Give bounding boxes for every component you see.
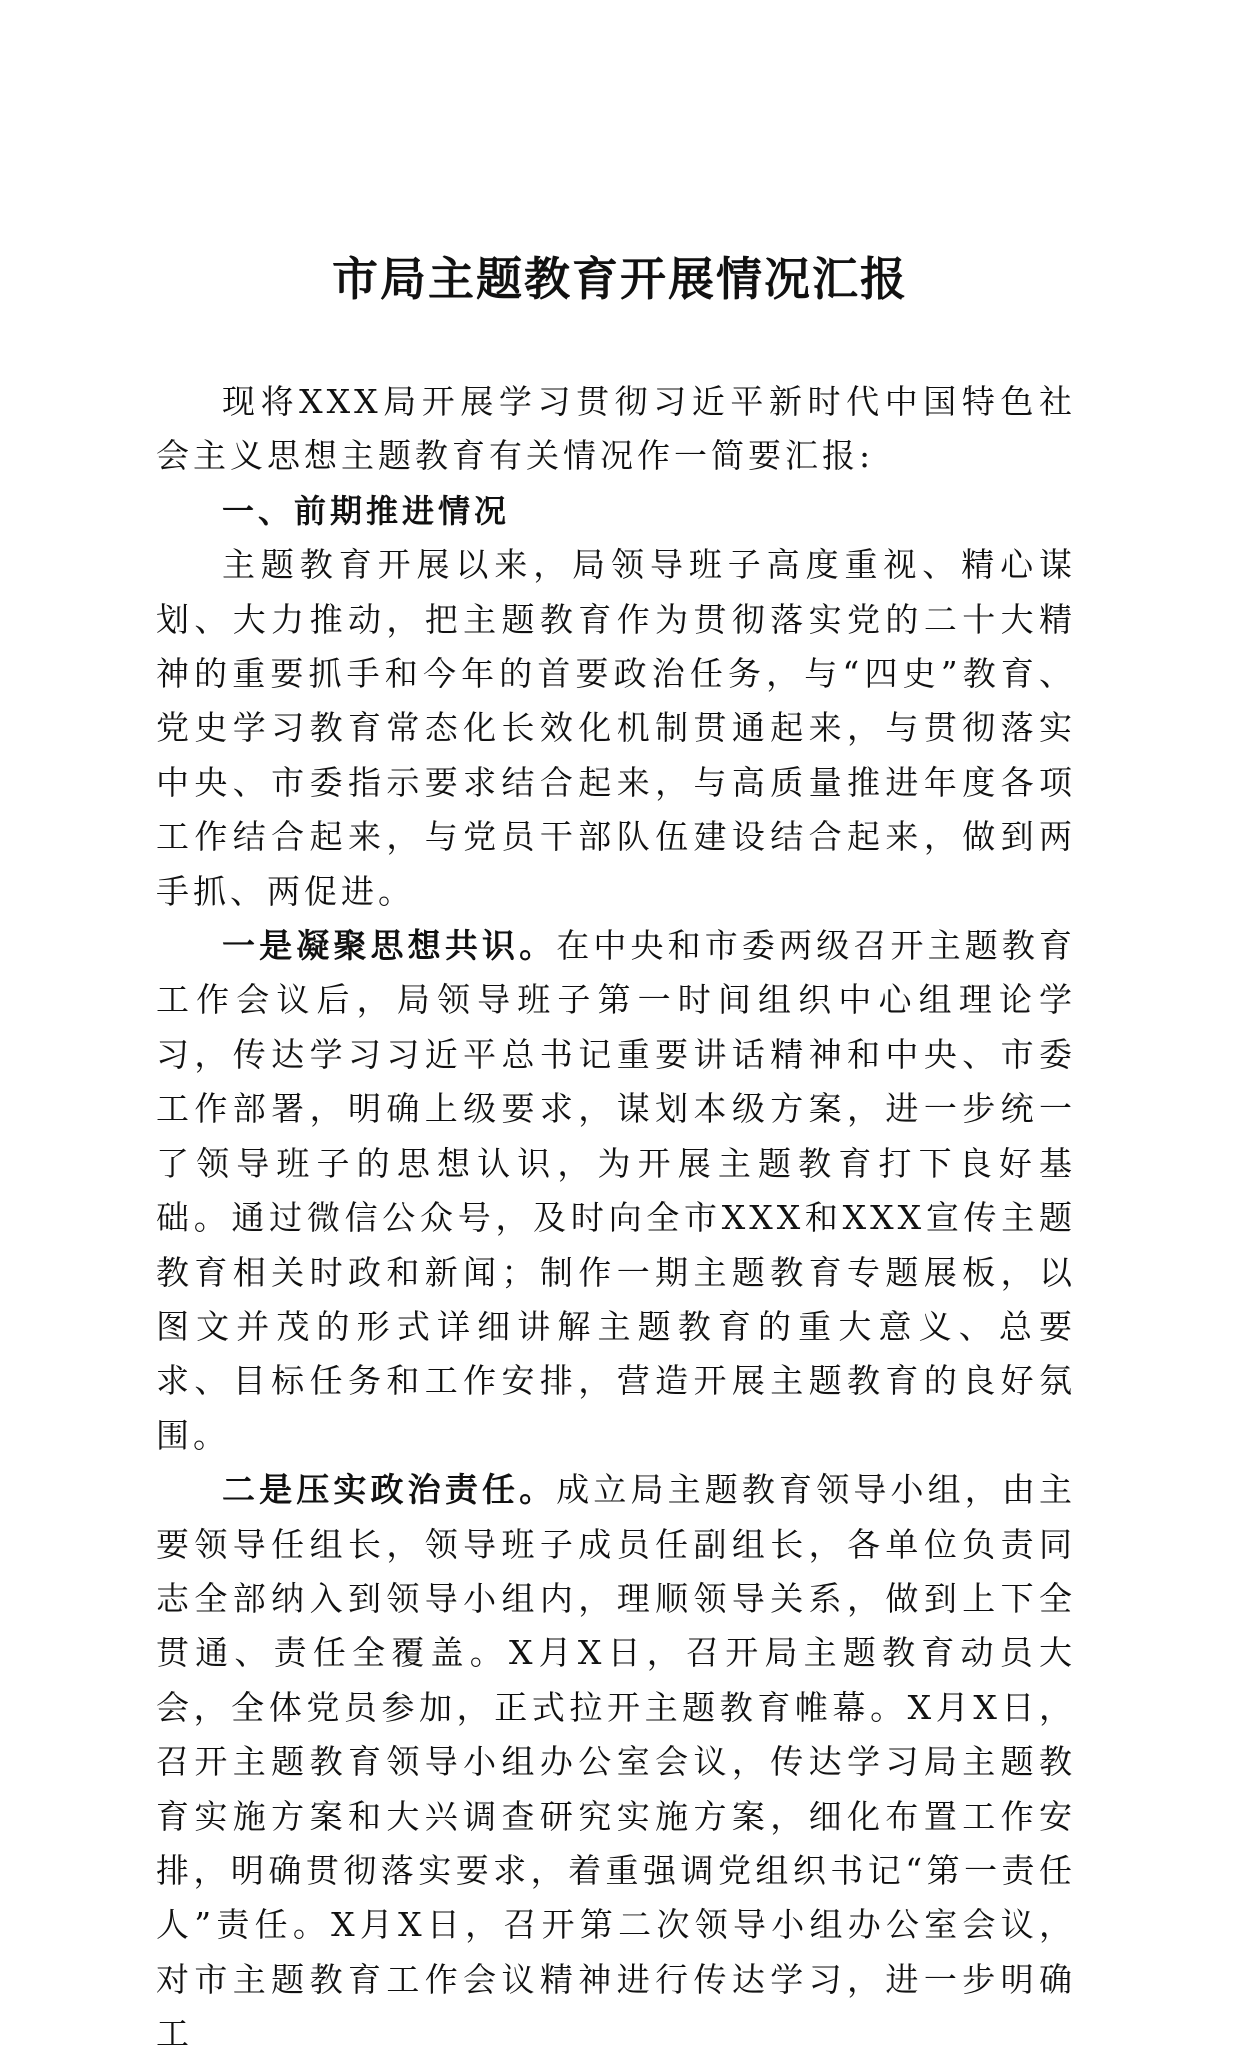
point-one-text: 在中央和市委两级召开主题教育工作会议后，局领导班子第一时间组织中心组理论学习，传达学习习近平总书记重要讲话精神和中央、市委工作部署，明确上级要求，谋划本级方案，进一步统一了领导班子的思想认识，为开展主题教育打下良好基础。通过微信公众号，及时向全市XXX和XXX宣传主题教育相关时政和新闻；制作一期主题教育专题展板，以图文并茂的形式详细讲解主题教育的重大意义、总要求、目标任务和工作安排，营造开展主题教育的良好氛围。: [156, 926, 1077, 1455]
document-title: 市局主题教育开展情况汇报: [332, 252, 908, 306]
point-two-lead: 二是压实政治责任。: [222, 1470, 557, 1510]
section-heading: 一、前期推进情况: [222, 491, 511, 530]
point-two-paragraph: [156, 1463, 1076, 2061]
point-two-text: 成立局主题教育领导小组，由主要领导任组长，领导班子成员任副组长，各单位负责同志全部纳入到领导小组内，理顺领导关系，做到上下全贯通、责任全覆盖。X月X日，召开局主题教育动员大会，全体党员参加，正式拉开主题教育帷幕。X月X日，召开主题教育领导小组办公室会议，传达学习局主题教育实施方案和大兴调查研究实施方案，细化布置工作安排，明确贯彻落实要求，着重强调党组织书记“第一责任人”责任。X月X日，召开第二次领导小组办公室会议，对市主题教育工作会议精神进行传达学习，进一步明确工: [156, 1470, 1077, 2054]
intro-paragraph: 现将XXX局开展学习贯彻习近平新时代中国特色社会主义思想主题教育有关情况作一简要汇报:: [156, 382, 1076, 476]
point-one-paragraph: [156, 919, 1076, 1463]
point-one-lead: 一是凝聚思想共识。: [222, 926, 557, 966]
document-body: [156, 375, 1076, 2062]
section-paragraph: 主题教育开展以来，局领导班子高度重视、精心谋划、大力推动，把主题教育作为贯彻落实党的二十大精神的重要抓手和今年的首要政治任务，与“四史”教育、党史学习教育常态化长效化机制贯通起来，与贯彻落实中央、市委指示要求结合起来，与高质量推进年度各项工作结合起来，与党员干部队伍建设结合起来，做到两手抓、两促进。: [156, 545, 1076, 911]
